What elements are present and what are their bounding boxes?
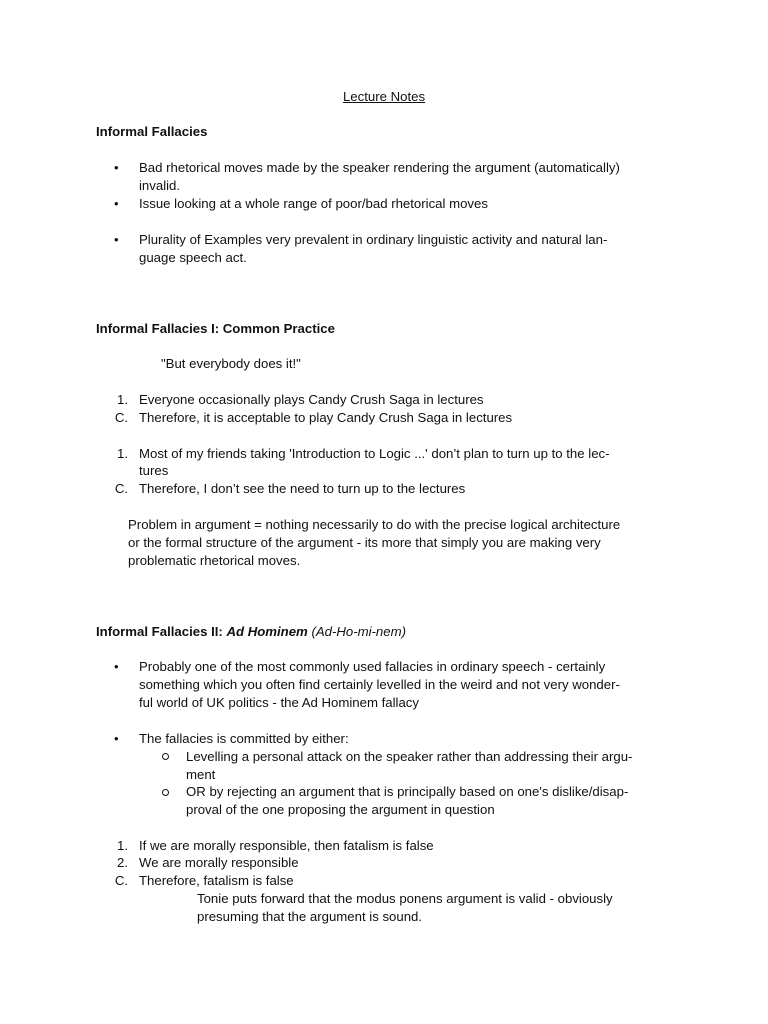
circle-bullet-icon: [162, 753, 169, 760]
heading-prefix: Informal Fallacies II:: [96, 624, 227, 639]
premise-text: We are morally responsible: [139, 855, 299, 870]
bullet-icon: •: [114, 196, 119, 211]
list-marker: 1.: [117, 838, 128, 853]
bullet-text: ful world of UK politics - the Ad Hominem fallacy: [139, 695, 419, 710]
bullet-text: Probably one of the most commonly used fallacies in ordinary speech - certainly: [139, 659, 606, 674]
list-marker: 1.: [117, 392, 128, 407]
subbullet-text: proval of the one proposing the argument in question: [186, 802, 495, 817]
heading-pronunciation: (Ad-Ho-mi-nem): [311, 624, 406, 639]
bullet-text: Plurality of Examples very prevalent in ordinary linguistic activity and natural lan-: [139, 232, 608, 247]
bullet-icon: •: [114, 160, 119, 175]
bullet-text: The fallacies is committed by either:: [139, 731, 349, 746]
subbullet-text: OR by rejecting an argument that is principally based on one's dislike/disap-: [186, 784, 629, 799]
bullet-icon: •: [114, 659, 119, 674]
subbullet-text: ment: [186, 767, 216, 782]
note-text: problematic rhetorical moves.: [128, 553, 301, 568]
section-heading: [96, 623, 406, 641]
note-text: Problem in argument = nothing necessarily to do with the precise logical architecture: [128, 517, 621, 532]
note-text: Tonie puts forward that the modus ponens argument is valid - obviously: [197, 891, 613, 906]
premise-text: Most of my friends taking 'Introduction to Logic ...' don’t plan to turn up to the lec-: [139, 446, 610, 461]
page-title: Lecture Notes: [342, 89, 426, 104]
quote: "But everybody does it!": [161, 356, 301, 371]
premise-text: Everyone occasionally plays Candy Crush Saga in lectures: [139, 392, 484, 407]
bullet-icon: •: [114, 731, 119, 746]
section-heading: Informal Fallacies I: Common Practice: [96, 321, 335, 336]
list-marker: 1.: [117, 446, 128, 461]
subbullet-text: Levelling a personal attack on the speaker rather than addressing their argu-: [186, 749, 633, 764]
conclusion-text: Therefore, I don’t see the need to turn up to the lectures: [139, 481, 466, 496]
bullet-text: invalid.: [139, 178, 181, 193]
bullet-text: something which you often find certainly levelled in the weird and not very wonder-: [139, 677, 620, 692]
list-marker: C.: [114, 873, 128, 888]
circle-bullet-icon: [162, 789, 169, 796]
list-marker: C.: [114, 481, 128, 496]
premise-text: tures: [139, 463, 169, 478]
list-marker: 2.: [117, 855, 128, 870]
note-text: presuming that the argument is sound.: [197, 909, 423, 924]
list-marker: C.: [114, 410, 128, 425]
bullet-text: Bad rhetorical moves made by the speaker rendering the argument (automatically): [139, 160, 620, 175]
conclusion-text: Therefore, fatalism is false: [139, 873, 294, 888]
heading-term: Ad Hominem: [226, 624, 308, 639]
bullet-icon: •: [114, 232, 119, 247]
section-heading: Informal Fallacies: [96, 124, 208, 139]
bullet-text: guage speech act.: [139, 250, 247, 265]
conclusion-text: Therefore, it is acceptable to play Candy Crush Saga in lectures: [139, 410, 513, 425]
premise-text: If we are morally responsible, then fatalism is false: [139, 838, 434, 853]
bullet-text: Issue looking at a whole range of poor/bad rhetorical moves: [139, 196, 488, 211]
note-text: or the formal structure of the argument - its more that simply you are making very: [128, 535, 601, 550]
